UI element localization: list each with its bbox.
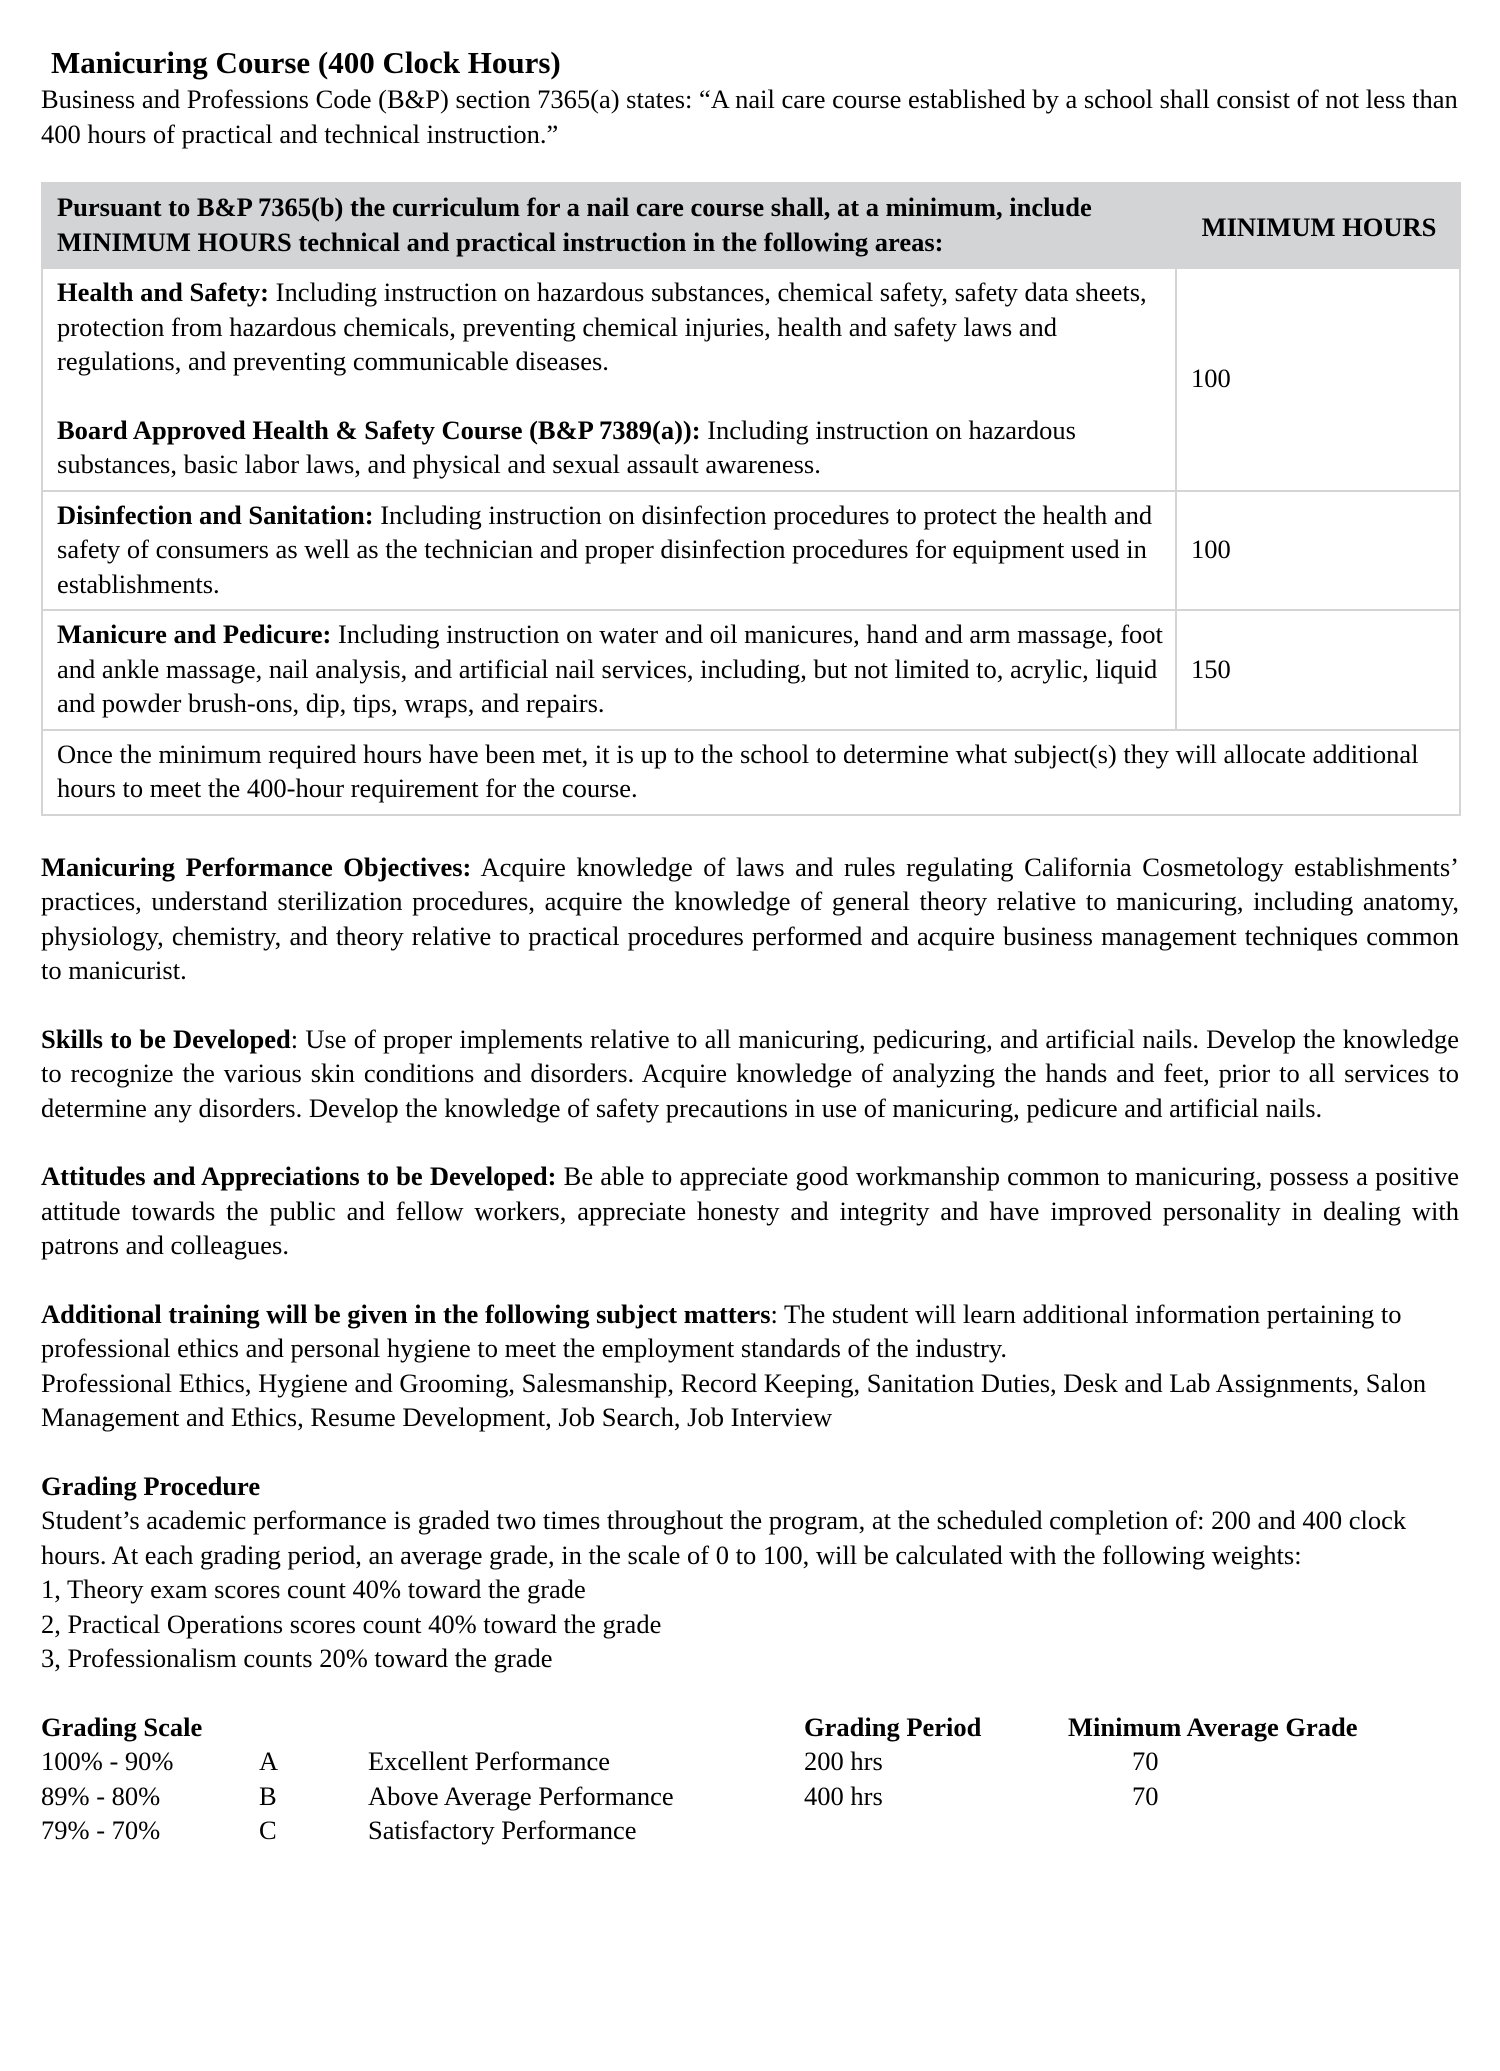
subject-description: Including instruction on hazardous substances, basic labor laws, and physical and sexual assault awareness. [57, 414, 1076, 479]
grade-description: Excellent Performance [368, 1746, 611, 1776]
table-row [42, 610, 1460, 730]
grading-period-heading: Grading Period [804, 1711, 982, 1742]
curriculum-header-text: Pursuant to B&P 7365(b) the curriculum for a nail care course shall, at a minimum, include MINIMUM HOURS technical and practical instruction in the following areas: [42, 183, 1176, 268]
section-text: Be able to appreciate good workmanship common to manicuring, possess a positive attitude towards the public and fellow workers, appreciate honesty and integrity and have improved personality in dealing with patrons and colleagues. [41, 1161, 1459, 1260]
subject-description: Including instruction on water and oil manicures, hand and arm massage, foot and ankle massage, nail analysis, and artificial nail services, including, but not limited to, acrylic, liquid and powder brush-ons, dip, tips, wraps, and repairs. [57, 619, 1163, 718]
hours-cell: 150 [1176, 610, 1460, 730]
subject-cell [42, 491, 1176, 611]
minimum-grade-heading: Minimum Average Grade [1068, 1711, 1358, 1742]
grade-range-column [41, 1710, 202, 1848]
hours-cell: 100 [1176, 491, 1460, 611]
subject-board-approved-course [57, 413, 1163, 482]
skills-section [41, 1022, 1459, 1126]
grade-range: 89% - 80% [41, 1780, 161, 1811]
hours-cell: 100 [1176, 268, 1460, 491]
minimum-grade-column [1068, 1710, 1357, 1814]
grade-description-column [368, 1710, 674, 1848]
additional-hours-note: Once the minimum required hours have been met, it is up to the school to determine what subject(s) they will allocate additional hours to meet the 400-hour requirement for the course. [42, 730, 1460, 815]
section-heading: Skills to be Developed [41, 1023, 291, 1054]
grade-letter: A [259, 1746, 279, 1776]
minimum-hours-header: MINIMUM HOURS [1176, 183, 1460, 268]
performance-objectives-section [41, 850, 1459, 988]
grade-description: Above Average Performance [368, 1780, 674, 1811]
grade-range: 100% - 90% [41, 1746, 174, 1776]
section-heading: Grading Procedure [41, 1470, 261, 1501]
additional-training-section [41, 1297, 1459, 1435]
grade-description: Satisfactory Performance [368, 1815, 637, 1845]
subject-description: Including instruction on disinfection procedures to protect the health and safety of consumers as well as the technician and proper disinfection procedures for equipment used in establishments. [57, 499, 1153, 599]
subject-heading: Manicure and Pedicure: [57, 619, 332, 649]
subject-health-and-safety [57, 275, 1163, 379]
section-heading: Attitudes and Appreciations to be Developed: [41, 1161, 557, 1191]
grading-period: 200 hrs [804, 1746, 883, 1776]
grade-letter-column [259, 1710, 278, 1848]
section-text: Acquire knowledge of laws and rules regulating California Cosmetology establishments’ practices, understand sterilization procedures, acquire the knowledge of general theory relative to manicuring, including anatomy, physiology, chemistry, and theory relative to practical procedures performed and acquire business management techniques common to manicurist. [41, 851, 1459, 985]
subject-heading: Disinfection and Sanitation: [57, 499, 374, 530]
subject-heading: Health and Safety: [57, 277, 269, 307]
subject-description: Including instruction on hazardous substances, chemical safety, safety data sheets, protection from hazardous chemicals, preventing chemical injuries, health and safety laws and regulations, and preventing communicable diseases. [57, 277, 1147, 376]
table-row [42, 491, 1460, 611]
grade-letter: B [259, 1780, 277, 1811]
curriculum-table [41, 182, 1461, 816]
table-row [42, 268, 1460, 491]
grading-period-column [804, 1710, 981, 1814]
page-title: Manicuring Course (400 Clock Hours) [51, 45, 561, 80]
section-text: : Use of proper implements relative to all manicuring, pedicuring, and artificial nails. Develop the knowledge to recognize the various skin conditions and disorders. Acquire knowledge of analyzing the hands and feet, prior to all services to determine any disorders. Develop the knowledge of safety precautions in use of manicuring, pedicure and artificial nails. [41, 1023, 1459, 1123]
minimum-grade: 70 [1132, 1746, 1159, 1776]
intro-paragraph: Business and Professions Code (B&P) section 7365(a) states: “A nail care course established by a school shall consist of not less than 400 hours of practical and technical instruction.” [41, 84, 1458, 149]
training-subjects-list: Professional Ethics, Hygiene and Grooming, Salesmanship, Record Keeping, Sanitation Duties, Desk and Lab Assignments, Salon Management and Ethics, Resume Development, Job Search, Job Interview [41, 1367, 1427, 1432]
weight-item: 1, Theory exam scores count 40% toward the grade [41, 1574, 586, 1604]
grading-scale-block [41, 1710, 1459, 1850]
minimum-grade: 70 [1132, 1780, 1159, 1811]
subject-cell [42, 268, 1176, 491]
subject-heading: Board Approved Health & Safety Course (B&P 7389(a)): [57, 414, 701, 445]
grade-letter: C [259, 1815, 277, 1845]
section-heading: Manicuring Performance Objectives: [41, 851, 472, 882]
grading-period: 400 hrs [804, 1780, 883, 1811]
curriculum-header-row [42, 183, 1460, 268]
subject-manicure-pedicure [57, 617, 1163, 721]
grade-range: 79% - 70% [41, 1815, 161, 1845]
weight-item: 2, Practical Operations scores count 40% toward the grade [41, 1608, 662, 1639]
section-text: Student’s academic performance is graded two times throughout the program, at the scheduled completion of: 200 and 400 clock hours. At each grading period, an average grade, in the scale of 0 to 100, will be calculated with the following weights: [41, 1505, 1407, 1570]
subject-cell [42, 610, 1176, 730]
table-footer-row [42, 730, 1460, 815]
grading-procedure-section [41, 1469, 1459, 1676]
weight-item: 3, Professionalism counts 20% toward the grade [41, 1643, 553, 1673]
section-text: : The student will learn additional information pertaining to professional ethics and personal hygiene to meet the employment standards of the industry. [41, 1298, 1402, 1363]
document-page [41, 44, 1459, 1850]
grading-scale-heading: Grading Scale [41, 1711, 203, 1742]
subject-disinfection-sanitation [57, 498, 1163, 602]
attitudes-section [41, 1159, 1459, 1263]
section-heading: Additional training will be given in the following subject matters [41, 1298, 771, 1329]
